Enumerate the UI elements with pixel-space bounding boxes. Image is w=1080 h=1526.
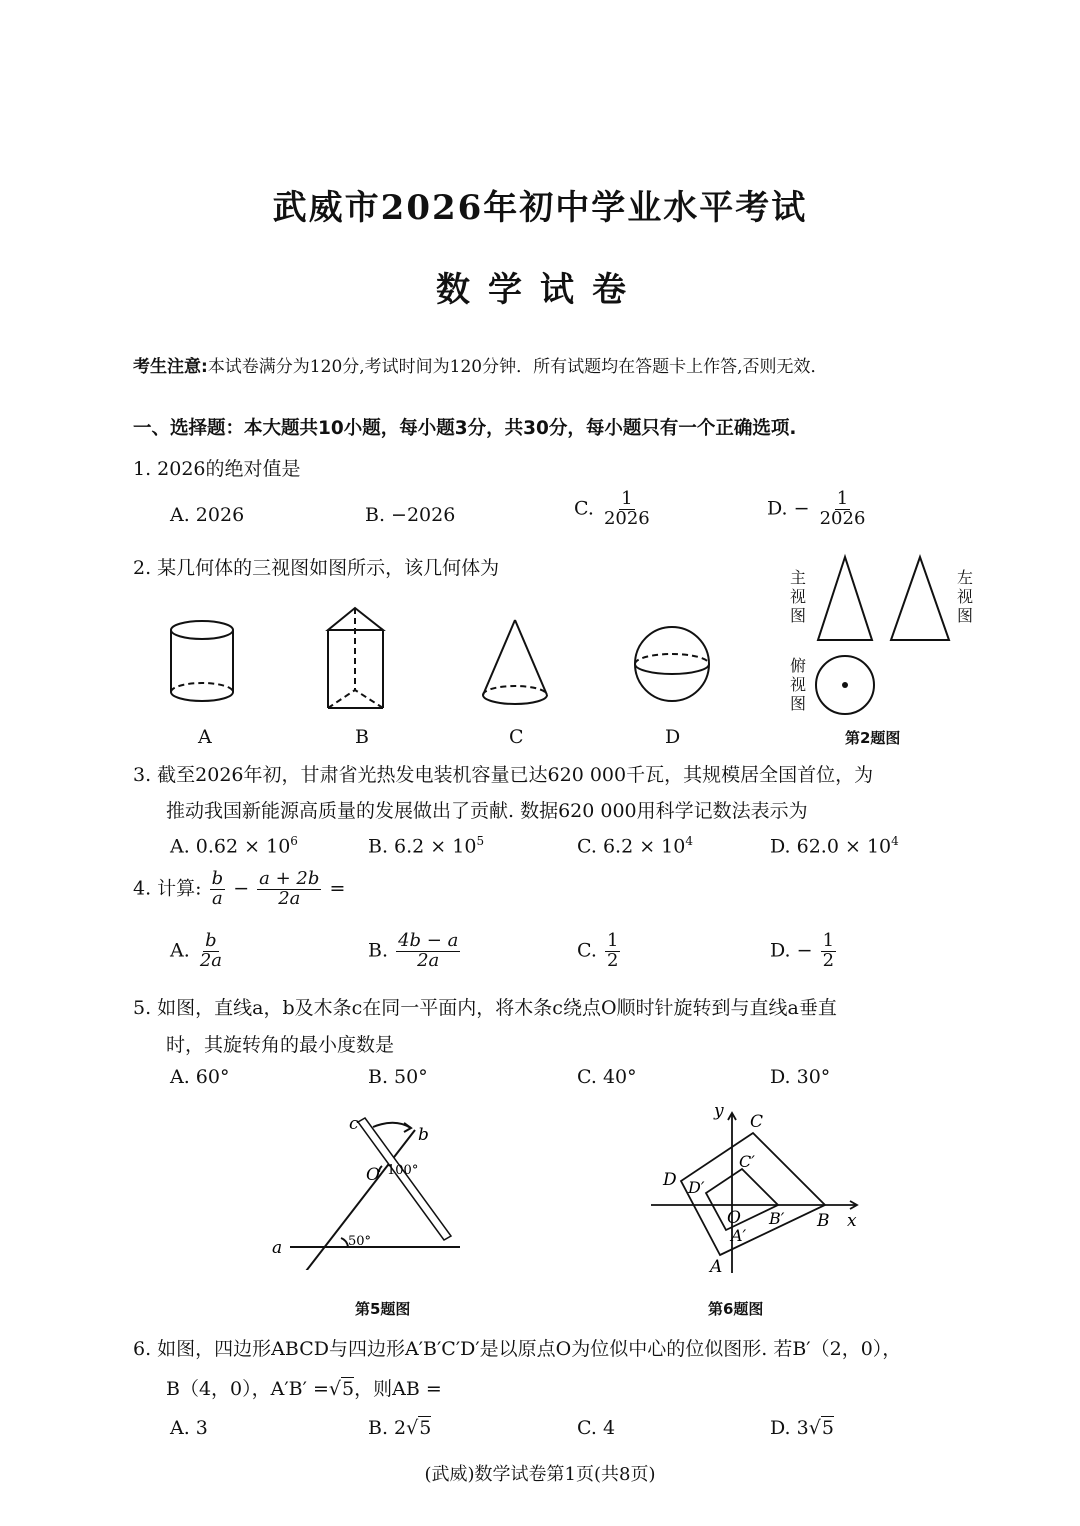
q5-option-b: B. 50° — [368, 1066, 428, 1088]
q4-f1-den: a — [212, 887, 223, 909]
q6-sqrt-value: 5 — [342, 1378, 355, 1400]
q3-option-d — [770, 834, 899, 857]
q3-option-b — [368, 834, 484, 857]
q2-solid-options-figure — [150, 600, 730, 750]
q4-d-label: D. − — [770, 939, 813, 962]
q4-c-label: C. — [577, 939, 597, 962]
q6-option-b — [368, 1417, 431, 1439]
q1-c-den: 2026 — [603, 507, 650, 529]
point-label-d1: D′ — [688, 1178, 705, 1197]
q4-a-fraction — [198, 932, 224, 971]
q3-stem-line2: 推动我国新能源高质量的发展做出了贡献. 数据620 000用科学记数法表示为 — [166, 800, 808, 822]
q4-b-den: 2a — [417, 949, 440, 971]
q1-option-b: B. −2026 — [365, 504, 456, 526]
label-angle-100: 100° — [387, 1163, 419, 1178]
label-a: a — [272, 1238, 283, 1258]
q6-option-c: C. 4 — [577, 1417, 616, 1439]
q6-option-d — [770, 1417, 834, 1439]
q4-d-den: 2 — [822, 949, 835, 971]
q4-minus: − — [233, 877, 250, 900]
q4-prefix: 4. 计算: — [133, 877, 202, 900]
notice-label: 考生注意: — [133, 357, 208, 377]
q4-a-num: b — [205, 930, 217, 951]
q4-f1-num: b — [211, 868, 224, 889]
triangular-prism-shape — [328, 608, 383, 708]
left-view-label: 左视图 — [957, 568, 974, 625]
top-view-center-dot — [842, 682, 848, 688]
q2-stem: 2. 某几何体的三视图如图所示，该几何体为 — [133, 557, 500, 579]
q1-c-fraction — [602, 490, 652, 529]
rotation-arrowhead — [404, 1123, 411, 1132]
q1-d-den: 2026 — [819, 507, 866, 529]
exam-notice — [133, 352, 828, 377]
q4-fraction-1 — [210, 870, 226, 909]
q2-label-d: D — [665, 726, 681, 748]
q1-stem: 1. 2026的绝对值是 — [133, 458, 301, 480]
q1-d-label: D. − — [767, 497, 810, 520]
q5-option-a: A. 60° — [170, 1066, 230, 1088]
q3-c-exp: 4 — [685, 834, 693, 848]
q4-b-fraction — [396, 932, 460, 971]
notice-text: 本试卷满分为120分,考试时间为120分钟．所有试题均在答题卡上作答,否则无效． — [207, 357, 828, 377]
q4-stem — [133, 870, 345, 909]
q6-figure — [645, 1105, 875, 1280]
sphere-shape — [635, 627, 709, 701]
q1-d-fraction — [818, 490, 868, 529]
label-b: b — [418, 1125, 429, 1145]
exam-subtitle: 数学试卷 — [436, 270, 644, 310]
q5-option-c: C. 40° — [577, 1066, 637, 1088]
label-angle-50: 50° — [348, 1234, 372, 1249]
point-label-a1: A′ — [731, 1226, 747, 1245]
q4-b-label: B. — [368, 939, 389, 962]
q6-d-prefix: D. 3 — [770, 1417, 809, 1439]
point-label-d: D — [663, 1170, 677, 1190]
q4-option-a — [170, 932, 226, 971]
q6-option-a: A. 3 — [170, 1417, 208, 1439]
point-label-c1: C′ — [739, 1152, 755, 1171]
q1-option-a: A. 2026 — [170, 504, 245, 526]
q2-caption: 第2题图 — [845, 729, 901, 747]
q4-equals: = — [329, 877, 346, 900]
exam-title: 武威市2026年初中学业水平考试 — [272, 188, 808, 228]
q6-b-sqrt: 5 — [419, 1417, 432, 1439]
q3-a-base: A. 0.62 × 10 — [170, 835, 291, 858]
q3-option-c — [577, 834, 693, 857]
q4-c-num: 1 — [606, 930, 619, 951]
q1-d-num: 1 — [836, 488, 849, 509]
q6-line2-prefix: B（4，0），A′B′ = — [166, 1378, 329, 1400]
q2-label-a: A — [198, 726, 212, 748]
q4-fraction-2 — [257, 870, 321, 909]
q6-line2-suffix: ，则AB = — [354, 1378, 442, 1400]
q1-option-d — [767, 490, 869, 529]
label-o: O — [366, 1165, 380, 1185]
q6-d-sqrt: 5 — [821, 1417, 834, 1439]
section-choice-title: 一、选择题：本大题共10小题，每小题3分，共30分，每小题只有一个正确选项. — [133, 418, 797, 439]
q2-label-b: B — [355, 726, 369, 748]
q3-d-exp: 4 — [891, 834, 899, 848]
q3-a-exp: 6 — [290, 834, 298, 848]
point-label-o: O — [727, 1208, 741, 1228]
front-view-triangle — [818, 557, 872, 640]
q4-option-d — [770, 932, 838, 971]
q3-stem-line1: 3. 截至2026年初，甘肃省光热发电装机容量已达620 000千瓦，其规模居全国首位，为 — [133, 764, 874, 786]
q4-d-num: 1 — [822, 930, 835, 951]
line-b — [303, 1130, 415, 1270]
q3-c-base: C. 6.2 × 10 — [577, 835, 686, 858]
q1-c-num: 1 — [621, 488, 633, 509]
q4-option-b — [368, 932, 462, 971]
point-label-a: A — [710, 1257, 723, 1277]
q4-b-num: 4b − a — [398, 930, 459, 951]
q3-option-a — [170, 834, 298, 857]
cone-shape — [483, 620, 547, 704]
q2-label-c: C — [509, 726, 524, 748]
point-label-c: C — [750, 1112, 764, 1132]
front-view-label: 主视图 — [790, 568, 807, 625]
point-label-b1: B′ — [769, 1209, 785, 1228]
cylinder-shape — [171, 621, 233, 701]
q4-f2-num: a + 2b — [259, 868, 320, 889]
left-view-triangle — [891, 557, 949, 640]
sqrt-symbol: √ — [808, 1417, 821, 1439]
sqrt-symbol: √ — [406, 1417, 419, 1439]
q4-c-den: 2 — [606, 949, 619, 971]
axis-label-x: x — [847, 1211, 857, 1231]
q1-option-c — [574, 490, 654, 529]
q5-option-d: D. 30° — [770, 1066, 831, 1088]
sqrt-symbol: √ — [328, 1378, 342, 1400]
q4-d-fraction — [821, 932, 836, 971]
q4-c-fraction — [605, 932, 620, 971]
axis-label-y: y — [714, 1105, 724, 1121]
top-view-label: 俯视图 — [790, 656, 807, 713]
q6-b-prefix: B. 2 — [368, 1417, 407, 1439]
q1-c-label: C. — [574, 497, 594, 520]
q5-stem-line1: 5. 如图，直线a，b及木条c在同一平面内，将木条c绕点O顺时针旋转到与直线a垂直 — [133, 997, 837, 1019]
q4-option-c — [577, 932, 622, 971]
q6-stem-line1: 6. 如图，四边形ABCD与四边形A′B′C′D′是以原点O为位似中心的位似图形. 若B′（2，0）， — [133, 1338, 902, 1360]
q4-f2-den: 2a — [278, 887, 301, 909]
page-footer: (武威)数学试卷第1页(共8页) — [424, 1464, 656, 1485]
q5-caption: 第5题图 — [355, 1300, 411, 1318]
q6-caption: 第6题图 — [708, 1300, 764, 1318]
point-label-b: B — [817, 1211, 830, 1231]
q5-stem-line2: 时，其旋转角的最小度数是 — [166, 1034, 395, 1056]
q5-figure — [265, 1110, 475, 1270]
label-c: c — [349, 1114, 359, 1134]
q2-three-views-figure — [810, 552, 960, 722]
q4-a-den: 2a — [199, 949, 222, 971]
q4-a-label: A. — [170, 939, 190, 962]
q6-stem-line2 — [166, 1374, 442, 1401]
angle-50-arc — [341, 1238, 348, 1247]
quadrilateral-a1b1c1d1 — [706, 1169, 778, 1230]
q3-b-exp: 5 — [476, 834, 485, 848]
q3-d-base: D. 62.0 × 10 — [770, 835, 892, 858]
q3-b-base: B. 6.2 × 10 — [368, 835, 477, 858]
